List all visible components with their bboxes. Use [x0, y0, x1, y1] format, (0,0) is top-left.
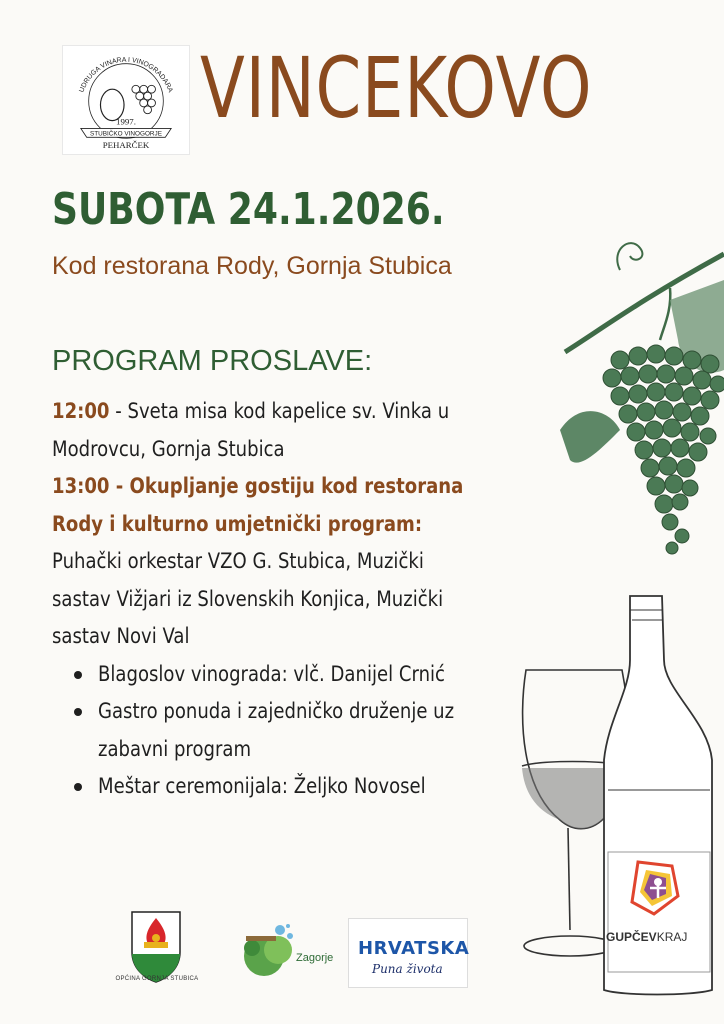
program-list — [52, 393, 522, 806]
brand-part-2: KRAJ — [656, 930, 688, 944]
seal-band-text: STUBIČKO VINOGORJE — [90, 130, 162, 138]
page-title: VINCEKOVO — [200, 39, 593, 137]
event-date: SUBOTA 24.1.2026. — [52, 184, 445, 235]
svg-text:UDRUGA VINARA I VINOGRADARA — [78, 57, 173, 94]
croatia-wordmark: HRVATSKA — [358, 938, 470, 959]
program-item-1-text-cont: Modrovcu, Gornja Stubica — [52, 436, 285, 461]
bullet-3-text: Meštar ceremonijala: Željko Novosel — [98, 774, 426, 798]
program-item-2-cont: Rody i kulturno umjetnički program: — [52, 511, 423, 536]
seal-name: PEHARČEK — [102, 140, 150, 151]
grape-vine-illustration — [560, 230, 724, 570]
municipality-label: OPĆINA GORNJA STUBICA — [115, 976, 199, 982]
bullet-2-text: Gastro ponuda i zajedničko druženje uz — [98, 699, 455, 723]
brand-part-1: GUPČEV — [606, 930, 657, 944]
program-item-2-detail: Puhački orkestar VZO G. Stubica, Muzički — [52, 549, 424, 573]
list-item — [52, 768, 522, 806]
event-venue: Kod restorana Rody, Gornja Stubica — [52, 252, 452, 280]
association-seal-logo — [62, 45, 190, 155]
program-bullets — [52, 656, 522, 806]
program-item-2: 13:00 - Okupljanje gostiju kod restorana — [52, 474, 464, 498]
program-item-1-time: 12:00 — [52, 399, 110, 423]
bottle-label-brand — [606, 930, 687, 944]
seal-arc-text: UDRUGA VINARA I VINOGRADARA — [78, 56, 174, 94]
program-item-2-detail-cont: sastav Vižjari iz Slovenskih Konjica, Muzički — [52, 586, 444, 611]
program-heading: PROGRAM PROSLAVE: — [52, 345, 373, 377]
list-item — [52, 656, 522, 694]
bullet-1-text: Blagoslov vinograda: vlč. Danijel Crnić — [98, 661, 445, 686]
seal-year: 1997. — [116, 116, 136, 127]
program-item-1-text: - Sveta misa kod kapelice sv. Vinka u — [109, 399, 450, 423]
croatia-slogan: Puna života — [372, 962, 443, 976]
list-item — [52, 693, 522, 731]
program-item-2-detail-end: sastav Novi Val — [52, 624, 190, 648]
zagorje-label: Zagorje — [296, 952, 334, 964]
list-item-cont — [52, 731, 522, 769]
program-item-1 — [52, 393, 456, 431]
bullet-2-text-cont: zabavni program — [98, 736, 252, 761]
